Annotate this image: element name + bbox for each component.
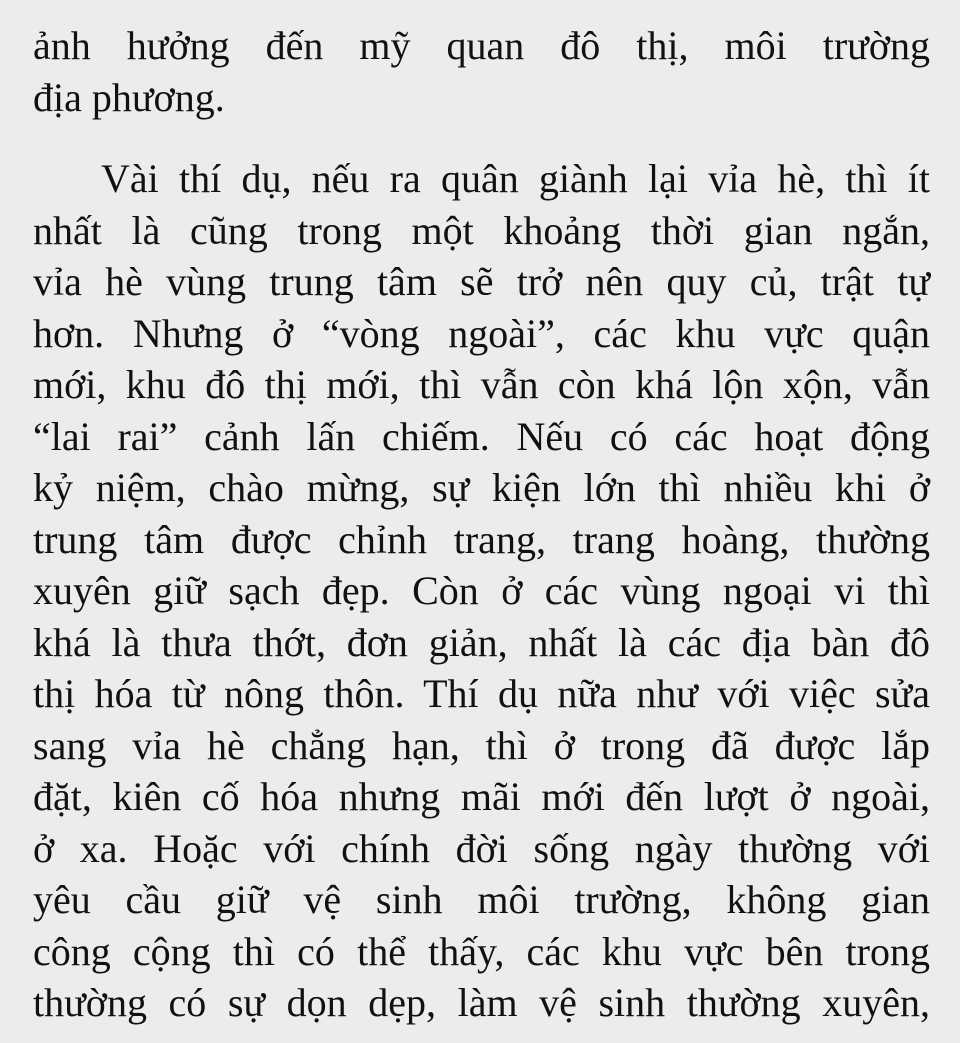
text-line: vỉa hè vùng trung tâm sẽ trở nên quy củ, trật tự bbox=[33, 259, 930, 304]
text-line: “lai rai” cảnh lấn chiếm. Nếu có các hoạt động bbox=[33, 413, 930, 459]
text-line: yêu cầu giữ vệ sinh môi trường, không gian bbox=[33, 877, 930, 922]
text-line: khá là thưa thớt, đơn giản, nhất là các địa bàn đô bbox=[33, 619, 930, 665]
text-line: mới, khu đô thị mới, thì vẫn còn khá lộn xộn, vẫn bbox=[33, 362, 930, 407]
text-line: ảnh hưởng đến mỹ quan đô thị, môi trường bbox=[33, 23, 930, 68]
text-line: thị hóa từ nông thôn. Thí dụ nữa như với việc sửa bbox=[33, 671, 930, 716]
text-line: ở xa. Hoặc với chính đời sống ngày thường với bbox=[33, 825, 930, 871]
text-line: sang vỉa hè chẳng hạn, thì ở trong đã được lắp bbox=[33, 722, 930, 768]
paragraph-2 bbox=[33, 153, 930, 1029]
text-line: địa phương. bbox=[33, 74, 225, 120]
text-line: nhất là cũng trong một khoảng thời gian ngắn, bbox=[33, 207, 930, 253]
text-line: kỷ niệm, chào mừng, sự kiện lớn thì nhiều khi ở bbox=[33, 465, 930, 510]
paragraph-1 bbox=[33, 20, 930, 123]
text-line: xuyên giữ sạch đẹp. Còn ở các vùng ngoại vi thì bbox=[33, 568, 930, 613]
text-line: trung tâm được chỉnh trang, trang hoàng, thường bbox=[33, 516, 930, 562]
text-line: đặt, kiên cố hóa nhưng mãi mới đến lượt ở ngoài, bbox=[33, 774, 930, 819]
text-line: công cộng thì có thể thấy, các khu vực bên trong bbox=[33, 928, 930, 974]
text-line: thường có sự dọn dẹp, làm vệ sinh thường xuyên, bbox=[33, 980, 930, 1025]
text-line: Vài thí dụ, nếu ra quân giành lại vỉa hè, thì ít bbox=[101, 156, 930, 201]
text-line: hơn. Nhưng ở “vòng ngoài”, các khu vực quận bbox=[33, 310, 930, 356]
